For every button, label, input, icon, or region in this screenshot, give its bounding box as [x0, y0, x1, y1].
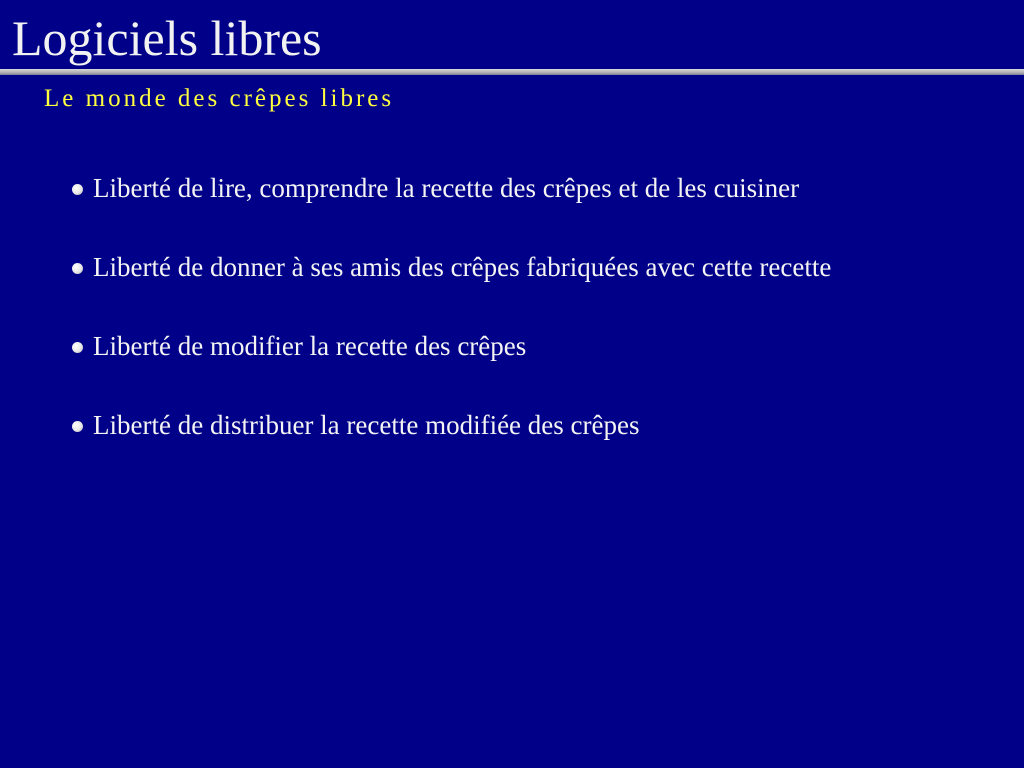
bullet-dot-icon: [72, 184, 83, 195]
bullet-text: Liberté de donner à ses amis des crêpes fabriquées avec cette recette: [93, 252, 832, 282]
bullet-item: [72, 407, 831, 486]
slide-subtitle: Le monde des crêpes libres: [44, 85, 395, 112]
bullet-text: Liberté de distribuer la recette modifiée des crêpes: [93, 410, 640, 440]
title-divider: [0, 69, 1024, 75]
bullet-item: [72, 328, 831, 407]
bullet-list: [72, 170, 831, 486]
bullet-dot-icon: [72, 342, 83, 353]
bullet-dot-icon: [72, 263, 83, 274]
bullet-text: Liberté de lire, comprendre la recette des crêpes et de les cuisiner: [93, 173, 800, 203]
bullet-item: [72, 249, 831, 328]
bullet-item: [72, 170, 831, 249]
bullet-dot-icon: [72, 421, 83, 432]
bullet-text: Liberté de modifier la recette des crêpes: [93, 331, 527, 361]
slide-title: Logiciels libres: [12, 10, 322, 66]
